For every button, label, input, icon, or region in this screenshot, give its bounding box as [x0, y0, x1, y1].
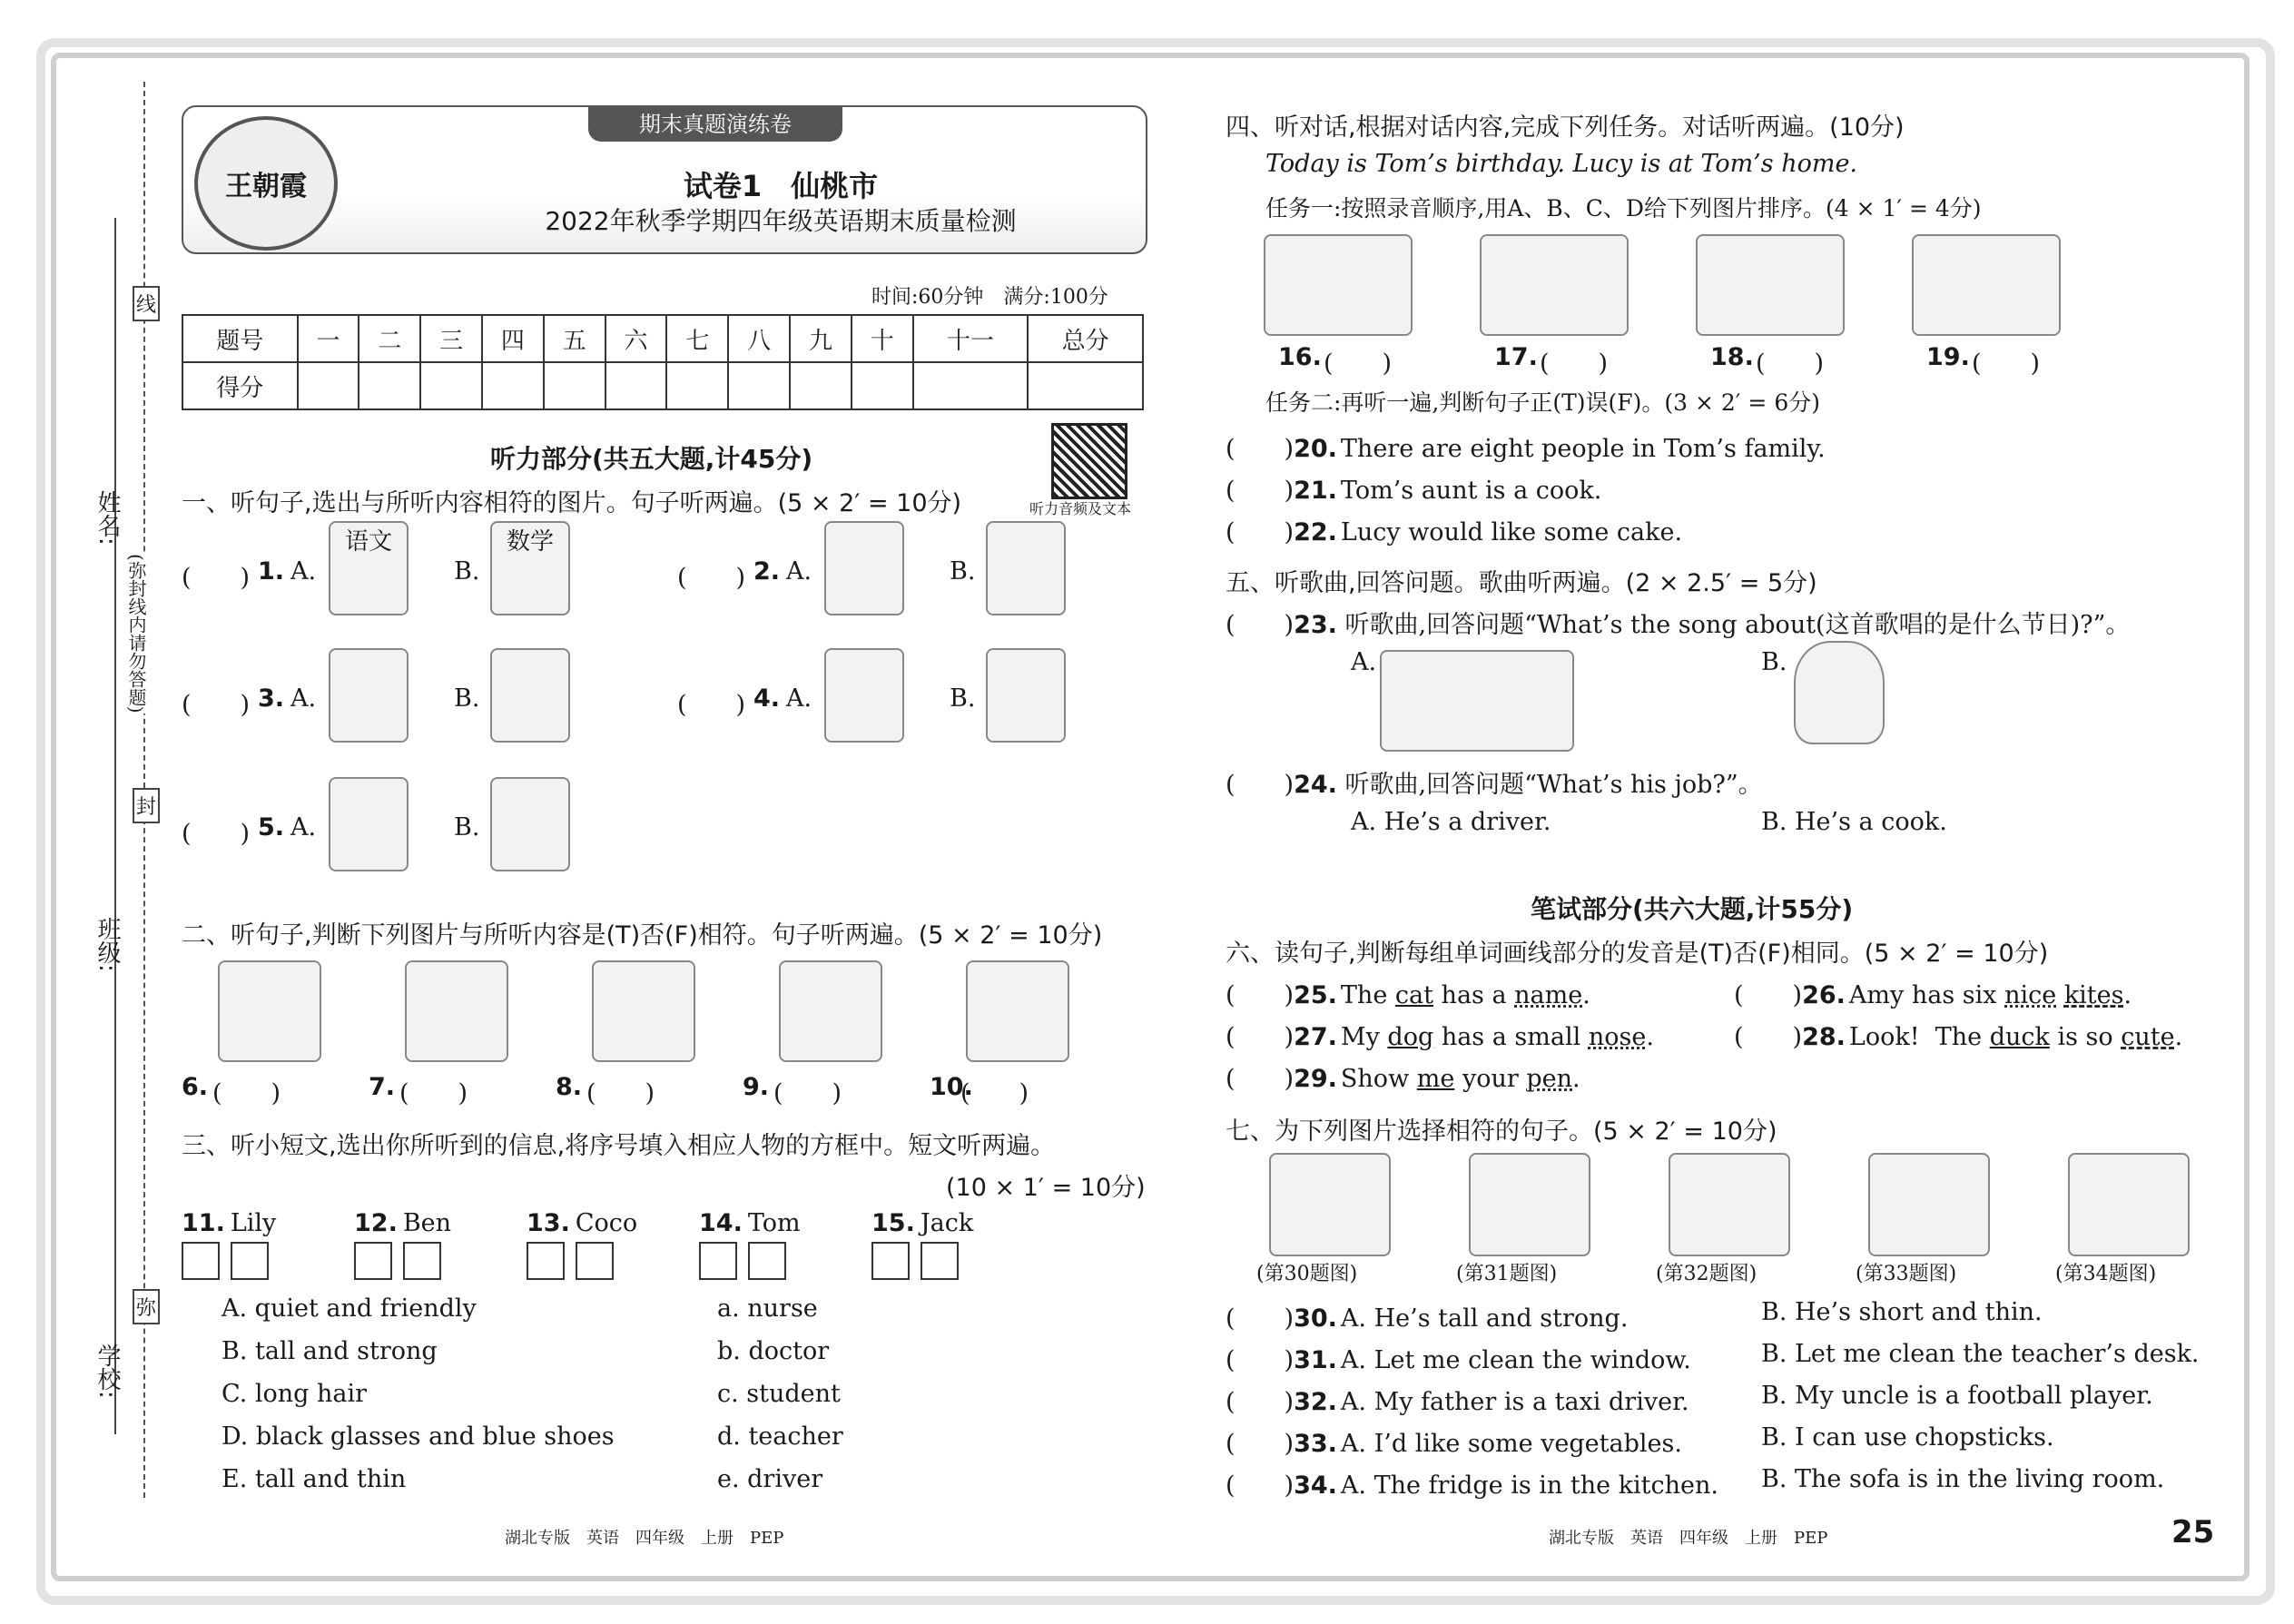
- s1-number: 2.: [753, 557, 781, 586]
- s2-answer-blank[interactable]: ( ): [212, 1079, 281, 1107]
- dragon-boat-picture: [1380, 650, 1574, 752]
- s7-option-b: B. He’s short and thin.: [1761, 1298, 2043, 1326]
- q29-text: .: [1572, 1065, 1580, 1093]
- s1-option-a: A.: [786, 557, 812, 586]
- score-input-cell[interactable]: [298, 362, 359, 409]
- s3-job: b. doctor: [717, 1337, 830, 1365]
- qr-caption: 听力音频及文本: [1029, 500, 1132, 517]
- s1-option-a: A.: [786, 684, 812, 713]
- s3-name: Ben: [402, 1209, 452, 1237]
- q25-item: [1226, 975, 1590, 1010]
- page-number: 25: [2171, 1514, 2215, 1550]
- score-input-cell[interactable]: [359, 362, 420, 409]
- s4-intro: Today is Tom’s birthday. Lucy is at Tom’s home.: [1265, 150, 1858, 178]
- q26-text: Amy has six: [1848, 981, 2005, 1009]
- score-header-cell: 六: [605, 315, 667, 362]
- q23-option-b: B.: [1761, 648, 1787, 676]
- score-header-cell: 八: [728, 315, 790, 362]
- s4-room-picture: [1264, 234, 1413, 336]
- s3-job: d. teacher: [717, 1422, 843, 1451]
- s2-number: 9.: [743, 1073, 770, 1101]
- q26-word-1: nice: [2004, 981, 2057, 1009]
- s3-answer-box[interactable]: [354, 1242, 392, 1280]
- s3-person: [871, 1209, 973, 1237]
- s2-answer-blank[interactable]: ( ): [586, 1079, 655, 1107]
- score-header-cell: 题号: [182, 315, 298, 362]
- s1-number: 5.: [258, 813, 285, 842]
- s4-tf-text: Lucy would like some cake.: [1340, 518, 1683, 546]
- s7-option-a: A. Let me clean the window.: [1340, 1346, 1691, 1374]
- listening-title: 听力部分(共五大题,计45分): [490, 444, 813, 474]
- q28-text: .: [2174, 1023, 2183, 1051]
- s3-trait: B. tall and strong: [222, 1337, 438, 1365]
- s4-tf-item: [1226, 428, 1826, 464]
- q29-item: [1226, 1058, 1580, 1094]
- q25-word-2: name: [1514, 981, 1583, 1009]
- q27-text: .: [1646, 1023, 1654, 1051]
- score-header-cell: 三: [420, 315, 482, 362]
- q27-text: has a small: [1433, 1023, 1589, 1051]
- s1-option-b: B.: [454, 684, 480, 713]
- s1-answer-blank[interactable]: ( ): [182, 564, 251, 592]
- s3-title: 三、听小短文,选出你所听到的信息,将序号填入相应人物的方框中。短文听两遍。: [182, 1132, 1056, 1160]
- score-header-cell: 二: [359, 315, 420, 362]
- q28-item: [1734, 1017, 2182, 1052]
- s3-trait: E. tall and thin: [222, 1465, 407, 1493]
- q24-option-b: B. He’s a cook.: [1761, 808, 1947, 836]
- q28-text: is so: [2049, 1023, 2122, 1051]
- s5-title: 五、听歌曲,回答问题。歌曲听两遍。(2 × 2.5′ = 5分): [1226, 569, 1817, 597]
- s4-number: 18.: [1710, 343, 1754, 371]
- s4-room-picture: [1912, 234, 2061, 336]
- s3-answer-box[interactable]: [527, 1242, 565, 1280]
- s1-picture-b: [490, 777, 570, 871]
- s2-number: 10.: [930, 1073, 973, 1101]
- q28-word-2: cute: [2121, 1023, 2175, 1051]
- q23: [1226, 605, 2130, 640]
- score-header-cell: 五: [544, 315, 605, 362]
- s7-option-a: A. He’s tall and strong.: [1340, 1304, 1629, 1333]
- s1-picture-a: [329, 777, 409, 871]
- s4-task1: 任务一:按照录音顺序,用A、B、C、D给下列图片排序。(4 × 1′ = 4分): [1265, 195, 1982, 221]
- q29-answer-blank[interactable]: ( ): [1226, 1065, 1295, 1093]
- s2-picture: [592, 960, 695, 1062]
- seal-seal-mark: 封: [133, 788, 160, 823]
- s3-job: c. student: [717, 1380, 841, 1408]
- q27-number: 27.: [1294, 1023, 1337, 1051]
- s2-number: 6.: [182, 1073, 209, 1101]
- s7-caption: (第30题图): [1256, 1263, 1358, 1285]
- score-input-cell[interactable]: [790, 362, 852, 409]
- s3-score: (10 × 1′ = 10分): [946, 1174, 1146, 1202]
- q28-answer-blank[interactable]: ( ): [1734, 1023, 1803, 1051]
- footer-left: 湖北专版 英语 四年级 上册 PEP: [505, 1529, 784, 1548]
- s1-answer-blank[interactable]: ( ): [677, 691, 746, 719]
- s2-answer-blank[interactable]: ( ): [773, 1079, 842, 1107]
- q25-answer-blank[interactable]: ( ): [1226, 981, 1295, 1009]
- q24-option-a: A. He’s a driver.: [1351, 808, 1551, 836]
- s4-number: 16.: [1278, 343, 1322, 371]
- s4-tf-number: 21.: [1294, 477, 1337, 505]
- s7-option-b: B. The sofa is in the living room.: [1761, 1465, 2165, 1493]
- writing-title: 笔试部分(共六大题,计55分): [1531, 894, 1854, 924]
- seal-line-mark: 线: [133, 286, 160, 321]
- s4-task2: 任务二:再听一遍,判断句子正(T)误(F)。(3 × 2′ = 6分): [1265, 389, 1820, 416]
- s2-picture: [966, 960, 1069, 1062]
- q24-text: 听歌曲,回答问题“What’s his job?”。: [1344, 771, 1763, 799]
- q25-text: .: [1582, 981, 1590, 1009]
- s7-number: 32.: [1294, 1388, 1337, 1416]
- s3-trait: A. quiet and friendly: [222, 1294, 477, 1323]
- q23-option-a: A.: [1351, 648, 1377, 676]
- s3-answer-box[interactable]: [699, 1242, 737, 1280]
- seal-notice: (弥封线内请勿答题): [123, 554, 150, 714]
- q27-answer-blank[interactable]: ( ): [1226, 1023, 1295, 1051]
- logo: 王朝霞: [194, 116, 338, 251]
- q28-word-1: duck: [1989, 1023, 2050, 1051]
- s1-option-a: A.: [290, 557, 317, 586]
- s1-picture-a: [824, 521, 904, 615]
- s7-picture: [1868, 1153, 1990, 1256]
- score-header-cell: 七: [666, 315, 728, 362]
- s3-person: [182, 1209, 276, 1237]
- q23-answer-blank[interactable]: ( ): [1226, 611, 1295, 639]
- s7-item: [1226, 1423, 1682, 1459]
- s7-answer-blank[interactable]: ( ): [1226, 1430, 1295, 1458]
- s1-picture-b: 数学: [490, 521, 570, 615]
- s2-picture: [779, 960, 882, 1062]
- s4-tf-item: [1226, 470, 1601, 506]
- q25-word-1: cat: [1394, 981, 1433, 1009]
- q24: [1226, 764, 1763, 800]
- s2-number: 7.: [369, 1073, 396, 1101]
- score-input-cell[interactable]: [852, 362, 913, 409]
- s3-answer-box[interactable]: [871, 1242, 910, 1280]
- s3-person: [527, 1209, 637, 1237]
- s7-caption: (第34题图): [2055, 1263, 2157, 1285]
- s3-answer-box[interactable]: [182, 1242, 220, 1280]
- score-input-cell[interactable]: [605, 362, 667, 409]
- s1-option-a: A.: [290, 813, 317, 842]
- score-header-cell: 十: [852, 315, 913, 362]
- q27-word-2: nose: [1588, 1023, 1647, 1051]
- score-input-cell[interactable]: [1028, 362, 1143, 409]
- s7-option-b: B. Let me clean the teacher’s desk.: [1761, 1340, 2200, 1368]
- score-input-cell[interactable]: [913, 362, 1029, 409]
- s3-answer-box[interactable]: [748, 1242, 786, 1280]
- footer-right: 湖北专版 英语 四年级 上册 PEP: [1549, 1529, 1828, 1548]
- exam-meta: 时间:60分钟 满分:100分: [871, 286, 1108, 309]
- s4-answer-blank[interactable]: ( ): [1972, 349, 2041, 378]
- s7-answer-blank[interactable]: ( ): [1226, 1388, 1295, 1416]
- s4-room-picture: [1480, 234, 1629, 336]
- q26-word-2: kites: [2063, 981, 2124, 1009]
- s4-tf-text: There are eight people in Tom’s family.: [1340, 435, 1826, 463]
- s1-picture-b: [986, 648, 1066, 743]
- s7-item: [1226, 1298, 1628, 1334]
- s3-answer-box[interactable]: [576, 1242, 614, 1280]
- s4-number: 19.: [1926, 343, 1970, 371]
- s7-caption: (第31题图): [1456, 1263, 1558, 1285]
- s1-option-b: B.: [950, 684, 976, 713]
- q29-number: 29.: [1294, 1065, 1337, 1093]
- score-row-label: 得分: [182, 362, 298, 409]
- s3-answer-box[interactable]: [403, 1242, 441, 1280]
- s7-answer-blank[interactable]: ( ): [1226, 1346, 1295, 1374]
- q28-text: Look! The: [1848, 1023, 1990, 1051]
- s1-picture-a: [824, 648, 904, 743]
- s4-tf-text: Tom’s aunt is a cook.: [1340, 477, 1602, 505]
- s2-answer-blank[interactable]: ( ): [960, 1079, 1029, 1107]
- q28-number: 28.: [1802, 1023, 1846, 1051]
- s1-option-a: A.: [290, 684, 317, 713]
- s1-answer-blank[interactable]: ( ): [182, 820, 251, 848]
- s7-item: [1226, 1340, 1691, 1375]
- s7-option-a: A. I’d like some vegetables.: [1340, 1430, 1682, 1458]
- s1-number: 4.: [753, 684, 781, 713]
- s3-trait: D. black glasses and blue shoes: [222, 1422, 615, 1451]
- s4-tf-blank[interactable]: ( ): [1226, 518, 1295, 546]
- s2-answer-blank[interactable]: ( ): [399, 1079, 468, 1107]
- s7-number: 30.: [1294, 1304, 1337, 1333]
- s7-picture: [1269, 1153, 1391, 1256]
- s3-answer-box[interactable]: [921, 1242, 959, 1280]
- s4-tf-number: 20.: [1294, 435, 1337, 463]
- s7-answer-blank[interactable]: ( ): [1226, 1471, 1295, 1500]
- q26-answer-blank[interactable]: ( ): [1734, 981, 1803, 1009]
- name-label: 姓名:: [94, 490, 121, 546]
- q26-number: 26.: [1802, 981, 1846, 1009]
- q26-text: [2056, 981, 2064, 1009]
- q27-text: My: [1340, 1023, 1388, 1051]
- q24-answer-blank[interactable]: ( ): [1226, 771, 1295, 799]
- s2-title: 二、听句子,判断下列图片与所听内容是(T)否(F)相符。句子听两遍。(5 × 2′ = 10分): [182, 921, 1103, 950]
- s7-option-a: A. The fridge is in the kitchen.: [1340, 1471, 1718, 1500]
- name-line: [114, 218, 116, 1434]
- s4-answer-blank[interactable]: ( ): [1324, 349, 1393, 378]
- s2-number: 8.: [556, 1073, 583, 1101]
- s2-picture: [218, 960, 321, 1062]
- s4-tf-number: 22.: [1294, 518, 1337, 546]
- s7-number: 31.: [1294, 1346, 1337, 1374]
- class-label: 班级:: [94, 917, 121, 972]
- score-table: [182, 314, 1144, 410]
- q26-item: [1734, 975, 2132, 1010]
- s3-number: 12.: [354, 1209, 398, 1237]
- s7-number: 34.: [1294, 1471, 1337, 1500]
- s7-picture: [2068, 1153, 2190, 1256]
- score-input-cell[interactable]: [420, 362, 482, 409]
- banner: 期末真题演练卷: [588, 107, 842, 142]
- q25-text: has a: [1433, 981, 1515, 1009]
- q23-text: 听歌曲,回答问题“What’s the song about(这首歌唱的是什么节日)?”。: [1344, 611, 2131, 639]
- paper-subtitle: 2022年秋季学期四年级英语期末质量检测: [545, 206, 1017, 236]
- seal-mi-mark: 弥: [133, 1289, 160, 1324]
- s1-picture-a: 语文: [329, 521, 409, 615]
- s3-name: Lily: [230, 1209, 277, 1237]
- s3-trait: C. long hair: [222, 1380, 368, 1408]
- score-input-cell[interactable]: [544, 362, 605, 409]
- qr-code: [1051, 423, 1127, 499]
- s1-picture-a: [329, 648, 409, 743]
- s4-answer-blank[interactable]: ( ): [1756, 349, 1825, 378]
- s7-title: 七、为下列图片选择相符的句子。(5 × 2′ = 10分): [1226, 1117, 1777, 1146]
- score-header-cell: 总分: [1028, 315, 1143, 362]
- q26-text: .: [2123, 981, 2132, 1009]
- s6-title: 六、读句子,判断每组单词画线部分的发音是(T)否(F)相同。(5 × 2′ = 10分): [1226, 940, 2049, 968]
- score-header-cell: 九: [790, 315, 852, 362]
- school-label: 学校:: [94, 1343, 121, 1399]
- score-header-cell: 十一: [913, 315, 1029, 362]
- s4-number: 17.: [1494, 343, 1538, 371]
- s3-person: [699, 1209, 801, 1237]
- s1-option-b: B.: [454, 557, 480, 586]
- s7-option-a: A. My father is a taxi driver.: [1340, 1388, 1689, 1416]
- score-input-cell[interactable]: [666, 362, 728, 409]
- s7-option-b: B. I can use chopsticks.: [1761, 1423, 2054, 1452]
- q29-word-2: pen: [1526, 1065, 1572, 1093]
- s4-tf-blank[interactable]: ( ): [1226, 435, 1295, 463]
- s1-picture-b: [986, 521, 1066, 615]
- s1-number: 1.: [258, 557, 285, 586]
- s3-job: a. nurse: [717, 1294, 818, 1323]
- s7-picture: [1669, 1153, 1790, 1256]
- s7-option-b: B. My uncle is a football player.: [1761, 1382, 2153, 1410]
- s7-item: [1226, 1465, 1718, 1501]
- s1-answer-blank[interactable]: ( ): [677, 564, 746, 592]
- s4-answer-blank[interactable]: ( ): [1540, 349, 1609, 378]
- christmas-bell-picture: [1794, 641, 1885, 744]
- s1-option-b: B.: [454, 813, 480, 842]
- s3-number: 14.: [699, 1209, 743, 1237]
- q25-text: The: [1340, 981, 1395, 1009]
- score-input-cell[interactable]: [728, 362, 790, 409]
- s4-room-picture: [1696, 234, 1845, 336]
- q27-word-1: dog: [1387, 1023, 1434, 1051]
- s1-option-b: B.: [950, 557, 976, 586]
- s4-tf-blank[interactable]: ( ): [1226, 477, 1295, 505]
- q29-text: Show: [1340, 1065, 1417, 1093]
- s3-number: 11.: [182, 1209, 225, 1237]
- score-input-cell[interactable]: [482, 362, 544, 409]
- s1-title: 一、听句子,选出与所听内容相符的图片。句子听两遍。(5 × 2′ = 10分): [182, 489, 962, 517]
- s3-job: e. driver: [717, 1465, 823, 1493]
- s3-person: [354, 1209, 451, 1237]
- s1-number: 3.: [258, 684, 285, 713]
- s1-answer-blank[interactable]: ( ): [182, 691, 251, 719]
- s2-picture: [405, 960, 508, 1062]
- s7-item: [1226, 1382, 1689, 1417]
- s3-number: 15.: [871, 1209, 915, 1237]
- s3-name: Coco: [575, 1209, 638, 1237]
- s3-number: 13.: [527, 1209, 570, 1237]
- s3-name: Jack: [920, 1209, 974, 1237]
- s4-title: 四、听对话,根据对话内容,完成下列任务。对话听两遍。(10分): [1226, 113, 1905, 142]
- q25-number: 25.: [1294, 981, 1337, 1009]
- paper-title: 试卷1 仙桃市: [683, 169, 879, 203]
- q27-item: [1226, 1017, 1654, 1052]
- q23-number: 23.: [1294, 611, 1337, 639]
- q29-text: your: [1454, 1065, 1527, 1093]
- q29-word-1: me: [1416, 1065, 1455, 1093]
- s7-caption: (第33题图): [1856, 1263, 1957, 1285]
- s7-answer-blank[interactable]: ( ): [1226, 1304, 1295, 1333]
- s7-picture: [1469, 1153, 1590, 1256]
- q24-number: 24.: [1294, 771, 1337, 799]
- score-header-cell: 四: [482, 315, 544, 362]
- s3-answer-box[interactable]: [231, 1242, 269, 1280]
- score-header-cell: 一: [298, 315, 359, 362]
- s1-picture-b: [490, 648, 570, 743]
- s4-tf-item: [1226, 512, 1682, 547]
- s3-name: Tom: [747, 1209, 801, 1237]
- s7-caption: (第32题图): [1656, 1263, 1757, 1285]
- s7-number: 33.: [1294, 1430, 1337, 1458]
